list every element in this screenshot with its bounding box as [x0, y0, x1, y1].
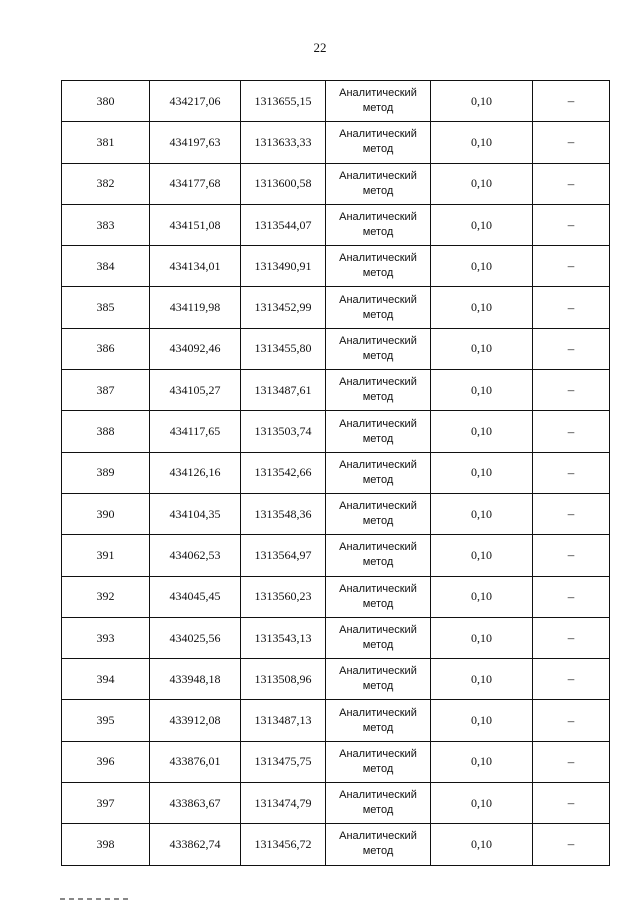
method-text: Аналитический: [339, 500, 417, 513]
method-cell: [326, 617, 431, 658]
table-body: [62, 81, 610, 866]
table-row: [62, 452, 610, 493]
method-cell: [326, 783, 431, 824]
accuracy-cell: 0,10: [431, 741, 533, 782]
point-number-cell: 390: [62, 493, 150, 534]
method-cell: [326, 535, 431, 576]
accuracy-cell: 0,10: [431, 81, 533, 122]
method-text: Аналитический: [339, 211, 417, 224]
x-coordinate-cell: 434062,53: [150, 535, 241, 576]
note-cell: –: [533, 122, 610, 163]
accuracy-cell: 0,10: [431, 700, 533, 741]
y-coordinate-cell: 1313548,36: [241, 493, 326, 534]
y-coordinate-cell: 1313474,79: [241, 783, 326, 824]
method-text: Аналитический: [339, 169, 417, 182]
note-cell: –: [533, 493, 610, 534]
x-coordinate-cell: 434092,46: [150, 328, 241, 369]
table-row: [62, 370, 610, 411]
method-text: Аналитический: [339, 293, 417, 306]
method-cell: [326, 576, 431, 617]
method-text: метод: [362, 143, 394, 156]
method-text: Аналитический: [339, 789, 417, 802]
method-text: Аналитический: [339, 252, 417, 265]
method-text: Аналитический: [339, 582, 417, 595]
point-number-cell: 389: [62, 452, 150, 493]
method-text: метод: [362, 267, 394, 280]
y-coordinate-cell: 1313456,72: [241, 824, 326, 865]
table-row: [62, 783, 610, 824]
accuracy-cell: 0,10: [431, 411, 533, 452]
method-text: метод: [362, 308, 394, 321]
accuracy-cell: 0,10: [431, 576, 533, 617]
y-coordinate-cell: 1313508,96: [241, 659, 326, 700]
note-cell: –: [533, 741, 610, 782]
method-text: метод: [362, 845, 394, 858]
point-number-cell: 380: [62, 81, 150, 122]
table-row: [62, 81, 610, 122]
point-number-cell: 398: [62, 824, 150, 865]
method-text: Аналитический: [339, 417, 417, 430]
x-coordinate-cell: 434177,68: [150, 163, 241, 204]
method-text: Аналитический: [339, 665, 417, 678]
method-text: Аналитический: [339, 541, 417, 554]
y-coordinate-cell: 1313487,13: [241, 700, 326, 741]
note-cell: –: [533, 700, 610, 741]
accuracy-cell: 0,10: [431, 535, 533, 576]
method-text: метод: [362, 184, 394, 197]
method-cell: [326, 824, 431, 865]
x-coordinate-cell: 434104,35: [150, 493, 241, 534]
x-coordinate-cell: 433948,18: [150, 659, 241, 700]
accuracy-cell: 0,10: [431, 163, 533, 204]
y-coordinate-cell: 1313542,66: [241, 452, 326, 493]
method-text: Аналитический: [339, 624, 417, 636]
y-coordinate-cell: 1313475,75: [241, 741, 326, 782]
x-coordinate-cell: 434126,16: [150, 452, 241, 493]
x-coordinate-cell: 434151,08: [150, 204, 241, 245]
method-text: метод: [362, 556, 394, 569]
y-coordinate-cell: 1313487,61: [241, 370, 326, 411]
note-cell: –: [533, 452, 610, 493]
note-cell: –: [533, 535, 610, 576]
note-cell: –: [533, 576, 610, 617]
y-coordinate-cell: 1313455,80: [241, 328, 326, 369]
y-coordinate-cell: 1313543,13: [241, 617, 326, 658]
x-coordinate-cell: 434025,56: [150, 617, 241, 658]
point-number-cell: 397: [62, 783, 150, 824]
y-coordinate-cell: 1313600,58: [241, 163, 326, 204]
accuracy-cell: 0,10: [431, 493, 533, 534]
y-coordinate-cell: 1313655,15: [241, 81, 326, 122]
y-coordinate-cell: 1313503,74: [241, 411, 326, 452]
point-number-cell: 393: [62, 617, 150, 658]
note-cell: –: [533, 287, 610, 328]
point-number-cell: 385: [62, 287, 150, 328]
method-text: метод: [362, 804, 394, 817]
accuracy-cell: 0,10: [431, 370, 533, 411]
accuracy-cell: 0,10: [431, 246, 533, 287]
method-text: Аналитический: [339, 128, 417, 141]
scan-artifact: [60, 898, 132, 900]
x-coordinate-cell: 434217,06: [150, 81, 241, 122]
point-number-cell: 387: [62, 370, 150, 411]
x-coordinate-cell: 433876,01: [150, 741, 241, 782]
table-row: [62, 163, 610, 204]
note-cell: –: [533, 328, 610, 369]
point-number-cell: 384: [62, 246, 150, 287]
method-cell: [326, 122, 431, 163]
method-text: метод: [362, 432, 394, 445]
method-cell: [326, 328, 431, 369]
accuracy-cell: 0,10: [431, 122, 533, 163]
x-coordinate-cell: 434119,98: [150, 287, 241, 328]
method-text: метод: [362, 515, 394, 528]
table-row: [62, 576, 610, 617]
method-text: Аналитический: [339, 830, 417, 843]
y-coordinate-cell: 1313544,07: [241, 204, 326, 245]
method-text: метод: [362, 721, 394, 734]
method-text: Аналитический: [339, 747, 417, 760]
x-coordinate-cell: 433912,08: [150, 700, 241, 741]
method-cell: [326, 204, 431, 245]
point-number-cell: 392: [62, 576, 150, 617]
method-cell: [326, 370, 431, 411]
method-text: метод: [362, 473, 394, 486]
table-row: [62, 328, 610, 369]
x-coordinate-cell: 433863,67: [150, 783, 241, 824]
point-number-cell: 391: [62, 535, 150, 576]
point-number-cell: 382: [62, 163, 150, 204]
method-text: Аналитический: [339, 706, 417, 719]
y-coordinate-cell: 1313452,99: [241, 287, 326, 328]
table-row: [62, 246, 610, 287]
method-cell: [326, 700, 431, 741]
table-row: [62, 617, 610, 658]
method-cell: [326, 81, 431, 122]
x-coordinate-cell: 433862,74: [150, 824, 241, 865]
point-number-cell: 394: [62, 659, 150, 700]
method-text: метод: [362, 391, 394, 404]
y-coordinate-cell: 1313633,33: [241, 122, 326, 163]
method-text: метод: [362, 639, 394, 651]
note-cell: –: [533, 163, 610, 204]
table-row: [62, 659, 610, 700]
method-cell: [326, 163, 431, 204]
x-coordinate-cell: 434134,01: [150, 246, 241, 287]
table-row: [62, 535, 610, 576]
method-cell: [326, 493, 431, 534]
accuracy-cell: 0,10: [431, 452, 533, 493]
table-row: [62, 700, 610, 741]
note-cell: –: [533, 659, 610, 700]
method-text: Аналитический: [339, 334, 417, 347]
note-cell: –: [533, 204, 610, 245]
point-number-cell: 396: [62, 741, 150, 782]
note-cell: –: [533, 783, 610, 824]
page-number: 22: [313, 40, 327, 55]
point-number-cell: 386: [62, 328, 150, 369]
method-text: метод: [362, 349, 394, 362]
method-text: метод: [362, 226, 394, 239]
note-cell: –: [533, 246, 610, 287]
table-row: [62, 411, 610, 452]
y-coordinate-cell: 1313560,23: [241, 576, 326, 617]
y-coordinate-cell: 1313564,97: [241, 535, 326, 576]
method-text: метод: [362, 762, 394, 775]
point-number-cell: 395: [62, 700, 150, 741]
accuracy-cell: 0,10: [431, 204, 533, 245]
method-text: метод: [362, 102, 394, 115]
method-text: метод: [362, 597, 394, 610]
table-row: [62, 287, 610, 328]
method-text: метод: [362, 680, 394, 693]
coordinates-table: [61, 80, 610, 866]
method-cell: [326, 452, 431, 493]
method-cell: [326, 411, 431, 452]
x-coordinate-cell: 434117,65: [150, 411, 241, 452]
method-cell: [326, 741, 431, 782]
note-cell: –: [533, 370, 610, 411]
table-row: [62, 824, 610, 865]
y-coordinate-cell: 1313490,91: [241, 246, 326, 287]
method-text: Аналитический: [339, 458, 417, 471]
accuracy-cell: 0,10: [431, 617, 533, 658]
note-cell: –: [533, 81, 610, 122]
accuracy-cell: 0,10: [431, 824, 533, 865]
accuracy-cell: 0,10: [431, 287, 533, 328]
table-row: [62, 493, 610, 534]
table-row: [62, 204, 610, 245]
table-row: [62, 741, 610, 782]
point-number-cell: 388: [62, 411, 150, 452]
point-number-cell: 383: [62, 204, 150, 245]
method-cell: [326, 287, 431, 328]
method-cell: [326, 659, 431, 700]
note-cell: –: [533, 824, 610, 865]
accuracy-cell: 0,10: [431, 783, 533, 824]
x-coordinate-cell: 434197,63: [150, 122, 241, 163]
accuracy-cell: 0,10: [431, 659, 533, 700]
x-coordinate-cell: 434105,27: [150, 370, 241, 411]
note-cell: –: [533, 411, 610, 452]
point-number-cell: 381: [62, 122, 150, 163]
accuracy-cell: 0,10: [431, 328, 533, 369]
x-coordinate-cell: 434045,45: [150, 576, 241, 617]
method-text: Аналитический: [339, 376, 417, 389]
method-text: Аналитический: [339, 87, 417, 100]
table-row: [62, 122, 610, 163]
note-cell: –: [533, 617, 610, 658]
method-cell: [326, 246, 431, 287]
